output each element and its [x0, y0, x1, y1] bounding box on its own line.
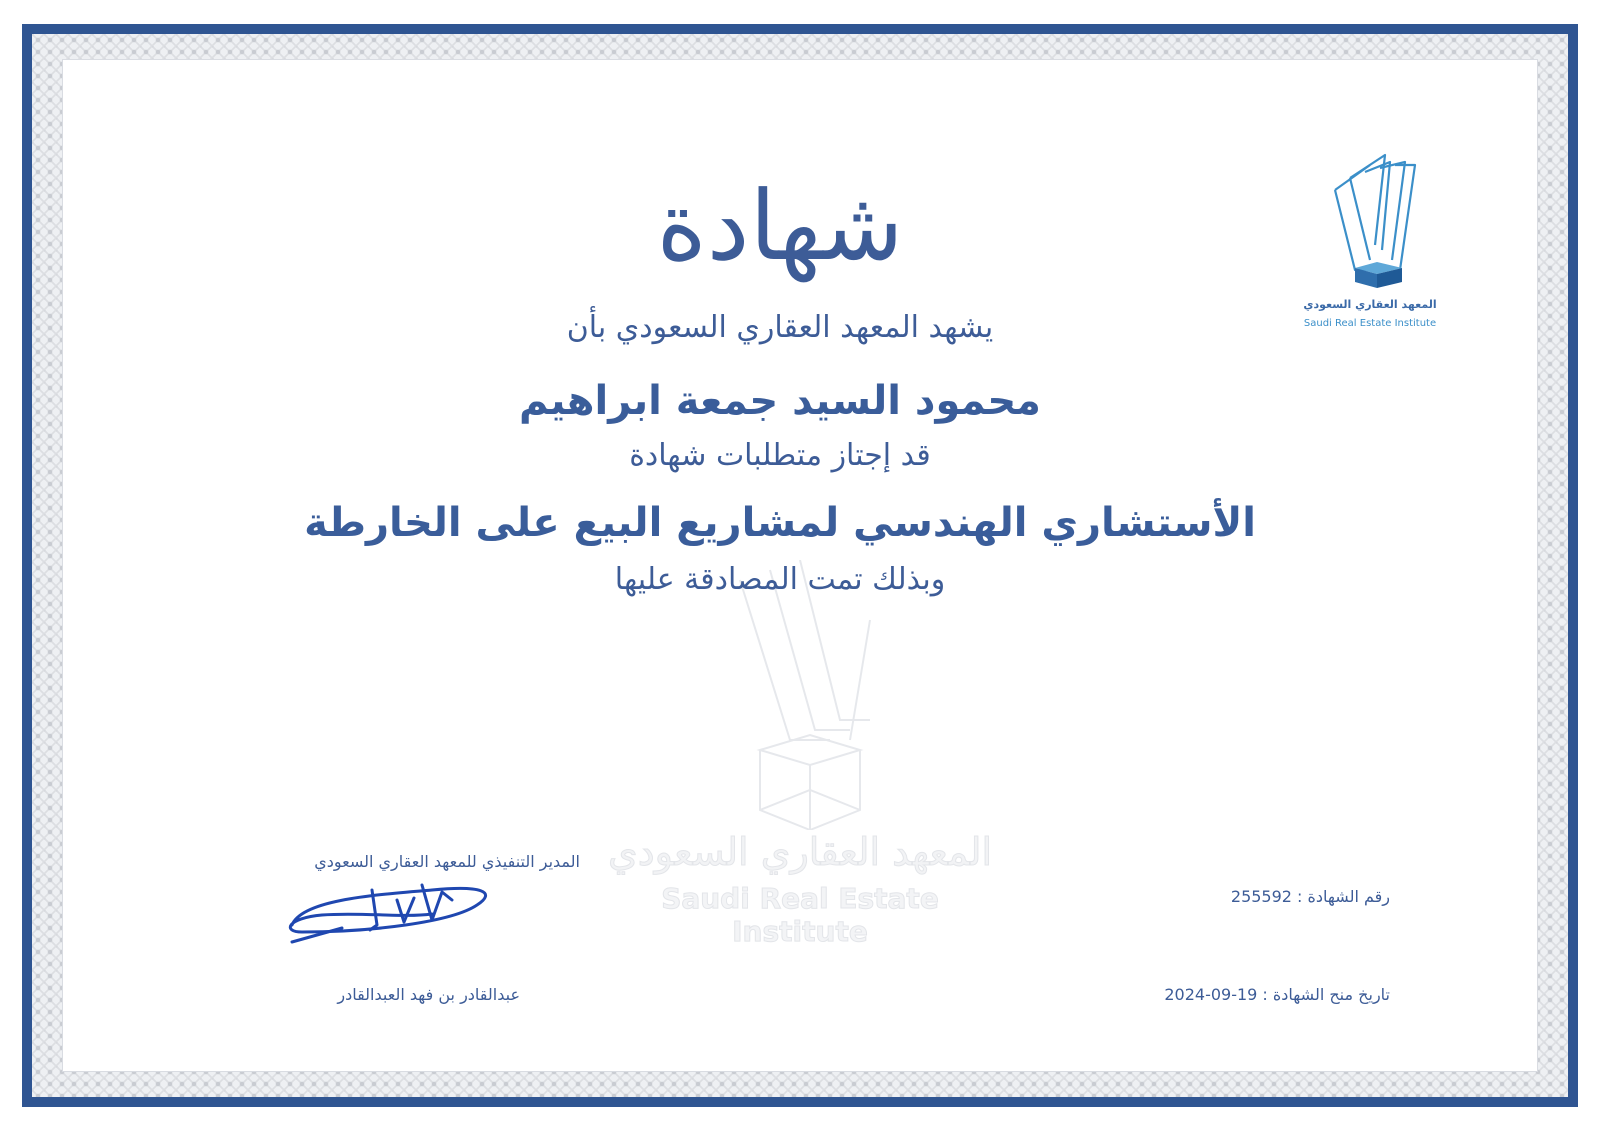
institute-logo [1300, 150, 1450, 340]
certificate-title: شهادة [656, 170, 904, 282]
intro-text: يشهد المعهد العقاري السعودي بأن [566, 310, 994, 345]
watermark-name-ar: المعهد العقاري السعودي [607, 830, 993, 874]
watermark-logo-icon [720, 560, 900, 830]
certificate-date: تاريخ منح الشهادة : 19-09-2024 [1164, 985, 1390, 1004]
building-logo-icon [1330, 150, 1420, 290]
program-name: الأستشاري الهندسي لمشاريع البيع على الخارطة [304, 500, 1256, 546]
watermark-name-en: Saudi Real Estate Institute [661, 882, 939, 948]
recipient-name: محمود السيد جمعة ابراهيم [519, 378, 1041, 424]
passed-text: قد إجتاز متطلبات شهادة [629, 438, 931, 473]
signature-icon [282, 870, 502, 960]
watermark [600, 560, 1020, 948]
signatory-name: عبدالقادر بن فهد العبدالقادر [337, 985, 520, 1004]
logo-name-en: Saudi Real Estate Institute [1303, 318, 1437, 329]
signatory-title: المدير التنفيذي للمعهد العقاري السعودي [314, 852, 580, 871]
closing-text: وبذلك تمت المصادقة عليها [614, 562, 946, 597]
certificate-number: رقم الشهادة : 255592 [1230, 887, 1390, 906]
logo-name-ar: المعهد العقاري السعودي [1303, 298, 1437, 311]
